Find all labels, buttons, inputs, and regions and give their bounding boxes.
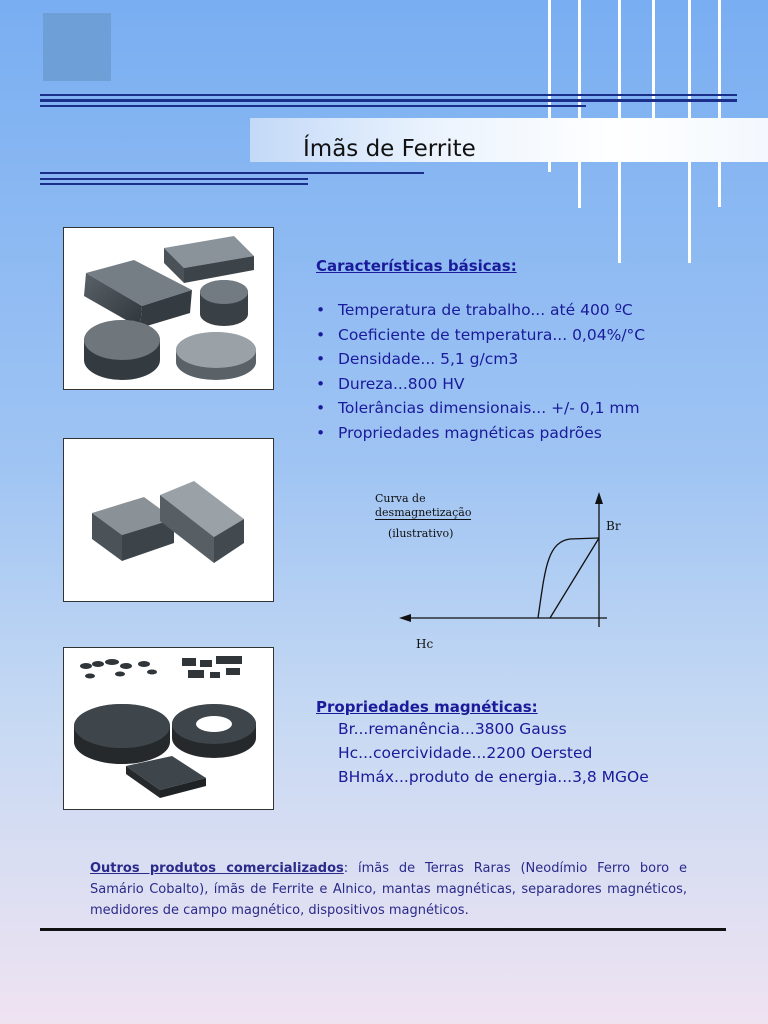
footer-rule bbox=[40, 928, 726, 931]
magnetic-line-hc: Hc...coercividade...2200 Oersted bbox=[338, 744, 593, 762]
decorative-square bbox=[43, 13, 111, 81]
footer-body: : ímãs de Terras Raras (Neodímio Ferro boro e Samário Cobalto), ímãs de Ferrite e Alnico, mantas magnéticas, separadores magnéticos, medidores de campo magnético, dispositivos magnéticos. bbox=[90, 861, 687, 918]
list-item: • Tolerâncias dimensionais... +/- 0,1 mm bbox=[316, 399, 640, 417]
list-item: • Densidade... 5,1 g/cm3 bbox=[316, 350, 519, 368]
diagram-caption-3: (ilustrativo) bbox=[388, 527, 454, 540]
features-heading: Características básicas: bbox=[316, 257, 517, 275]
list-item: • Temperatura de trabalho... até 400 ºC bbox=[316, 301, 633, 319]
footer-text bbox=[90, 858, 687, 921]
diagram-hc-label: Hc bbox=[416, 637, 434, 651]
demagnetization-curve bbox=[395, 490, 615, 630]
list-item: • Dureza...800 HV bbox=[316, 374, 465, 393]
diagram-caption-2: desmagnetização bbox=[375, 506, 472, 519]
footer-heading: Outros produtos comercializados bbox=[90, 861, 344, 876]
list-item: • Coeficiente de temperatura... 0,04%/°C bbox=[316, 325, 646, 344]
features-list bbox=[316, 298, 645, 445]
magnetic-line-br: Br...remanência...3800 Gauss bbox=[338, 720, 567, 738]
ferrite-magnets-photo-3 bbox=[63, 647, 274, 810]
diagram-caption-1: Curva de bbox=[375, 492, 426, 505]
ferrite-magnets-photo-1 bbox=[63, 227, 274, 390]
magnetic-line-bhmax: BHmáx...produto de energia...3,8 MGOe bbox=[338, 768, 649, 786]
diagram-br-label: Br bbox=[606, 519, 621, 533]
list-item: • Propriedades magnéticas padrões bbox=[316, 423, 602, 442]
magnetic-heading: Propriedades magnéticas: bbox=[316, 698, 538, 716]
ferrite-magnets-photo-2 bbox=[63, 438, 274, 602]
page-title: Ímãs de Ferrite bbox=[303, 136, 476, 162]
